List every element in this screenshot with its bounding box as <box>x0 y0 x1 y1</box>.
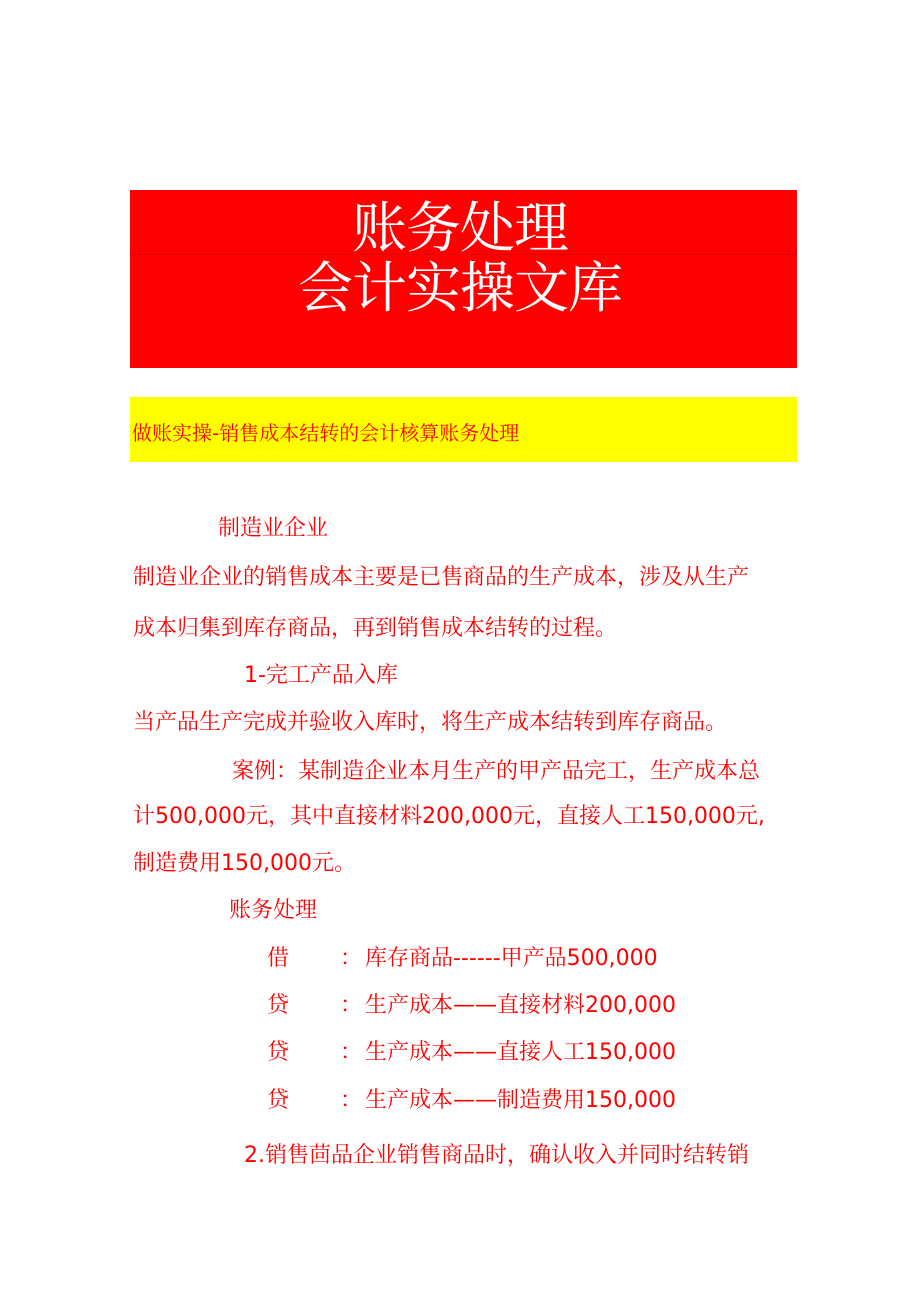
step2-title: 2.销售茴品企业销售商品时，确认收入并同时结转销 <box>244 1143 749 1168</box>
entry-side: 贷 <box>267 1040 290 1065</box>
banner-title-line2: 会计实操文库 <box>297 256 622 320</box>
entry-separator: ： <box>340 993 363 1018</box>
entry-separator: ： <box>340 946 363 971</box>
section-heading: 制造业企业 <box>218 516 329 541</box>
entry-side: 借 <box>267 946 290 971</box>
entry-separator: ： <box>340 1088 363 1113</box>
document-subtitle: 做账实操-销售成本结转的会计核算账务处理 <box>132 421 520 445</box>
entry-separator: ： <box>340 1040 363 1065</box>
case-line3: 制造费用150,000元。 <box>133 851 356 876</box>
entry-side: 贷 <box>267 993 290 1018</box>
accounting-heading: 账务处理 <box>229 898 318 923</box>
entry-account: 生产成本——直接材料200,000 <box>365 993 676 1018</box>
intro-paragraph-line2: 成本归集到库存商品，再到销售成本结转的过程。 <box>133 616 618 641</box>
entry-side: 贷 <box>267 1088 290 1113</box>
case-line2: 计500,000元，其中直接材料200,000元，直接人工150,000元, <box>133 804 765 829</box>
intro-paragraph-line1: 制造业企业的销售成本主要是已售商品的生产成本，涉及从生产 <box>133 565 750 590</box>
entry-account: 库存商品------甲产品500,000 <box>365 946 658 971</box>
step1-title: 1-完工产品入库 <box>244 663 398 688</box>
banner-title-line1: 账务处理 <box>351 196 568 260</box>
entry-account: 生产成本——制造费用150,000 <box>365 1088 676 1113</box>
entry-account: 生产成本——直接人工150,000 <box>365 1040 676 1065</box>
step1-description: 当产品生产完成并验收入库时，将生产成本结转到库存商品。 <box>133 710 728 735</box>
case-line1: 案例：某制造企业本月生产的甲产品完工，生产成本总 <box>232 759 761 784</box>
